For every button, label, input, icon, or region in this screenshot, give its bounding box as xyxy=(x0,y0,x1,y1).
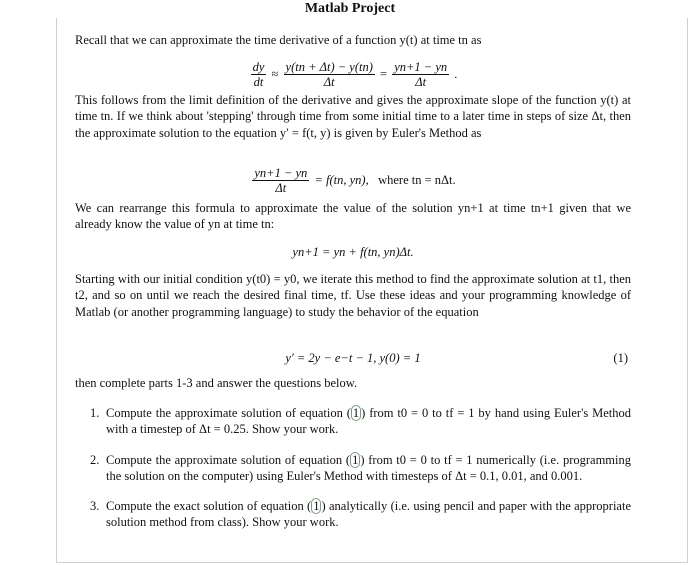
item-text: analytically (i.e. using pencil and paper with the appropriate solution method from class). Show your work. xyxy=(106,499,632,530)
list-item: 3. Compute the exact solution of equation ( 1 ) analytically (i.e. using pencil and paper with the appropriate solution method from class). Show your work. xyxy=(90,499,632,530)
equation-reference-link[interactable]: 1 xyxy=(352,406,360,420)
list-item: 2. Compute the approximate solution of equation ( 1 ) from t0 = 0 to tf = 1 numerically (i.e. programming the solution on the computer) using Euler's Method with timesteps of Δt = 0.1, 0.01, and 0.001. xyxy=(90,452,632,483)
discrete-difference-fraction xyxy=(392,60,449,90)
euler-method-equation xyxy=(75,166,631,196)
item-number: 1. xyxy=(90,406,100,420)
approx-sign: ≈ xyxy=(271,66,279,81)
period: . xyxy=(454,66,458,81)
euler-where-clause: where tn = nΔt. xyxy=(378,172,456,187)
derivative-equation xyxy=(75,60,631,90)
item-text: Compute the exact solution of equation xyxy=(106,499,304,513)
dy-dt-fraction xyxy=(251,60,267,90)
forward-difference-fraction xyxy=(284,60,375,90)
fraction-numerator: yn+1 − yn xyxy=(394,60,448,74)
initial-condition-paragraph: Starting with our initial condition y(t0) = y0, we iterate this method to find the approximate solution at t1, then t2, and so on until we reach the desired final time, tf. Use these ideas and your programming knowledge of Matlab (or another programming language) to study the behavior of the equation xyxy=(75,272,631,319)
equation-number: (1) xyxy=(613,351,628,365)
document-title: Matlab Project xyxy=(304,1,396,16)
item-number: 3. xyxy=(90,499,100,513)
fraction-denominator: Δt xyxy=(275,181,287,196)
fraction-numerator: dy xyxy=(252,60,265,74)
item-text: Compute the approximate solution of equation xyxy=(106,452,343,467)
instructions-paragraph: then complete parts 1-3 and answer the questions below. xyxy=(75,376,358,390)
euler-rhs: = f(tn, yn), xyxy=(314,172,369,187)
fraction-denominator: Δt xyxy=(415,75,427,90)
equation-reference-link[interactable]: 1 xyxy=(352,452,359,467)
euler-fraction xyxy=(252,166,309,196)
rearrange-paragraph: We can rearrange this formula to approximate the value of the solution yn+1 at time tn+1 given that we already know the value of yn at time tn: xyxy=(75,201,631,232)
item-text: Compute the approximate solution of equation xyxy=(106,406,343,420)
fraction-numerator: yn+1 − yn xyxy=(254,166,308,180)
task-list xyxy=(90,405,631,545)
update-equation xyxy=(75,244,631,260)
intro-paragraph: Recall that we can approximate the time derivative of a function y(t) at time tn as xyxy=(75,33,482,47)
item-number: 2. xyxy=(90,452,100,467)
equation-reference-link[interactable]: 1 xyxy=(313,499,320,513)
update-formula: yn+1 = yn + f(tn, yn)Δt. xyxy=(292,245,414,259)
list-item: 1. Compute the approximate solution of equation ( 1 ) from t0 = 0 to tf = 1 by hand using Euler's Method with a timestep of Δt = 0.25. Show your work. xyxy=(90,406,631,437)
limit-definition-paragraph: This follows from the limit definition of the derivative and gives the approximate slope of the function y(t) at time tn. If we think about 'stepping' through time from some initial time to a later time in steps of size Δt, then the approximate solution to the equation y′ = f(t, y) is given by Euler's Method as xyxy=(75,93,631,140)
fraction-denominator: dt xyxy=(253,75,264,90)
main-ode: y′ = 2y − e−t − 1, y(0) = 1 xyxy=(285,351,421,365)
item-text: from t0 = 0 to tf = 1 numerically (i.e. programming the solution on the computer) using Euler's Method with timesteps of Δt = 0.1, 0.01, and 0.001. xyxy=(106,452,632,483)
equals-sign: = xyxy=(380,66,388,81)
main-equation xyxy=(75,350,631,366)
fraction-numerator: y(tn + Δt) − y(tn) xyxy=(285,60,373,74)
item-text: from t0 = 0 to tf = 1 by hand using Euler's Method with a timestep of Δt = 0.25. Show your work. xyxy=(106,406,631,437)
fraction-denominator: Δt xyxy=(323,75,335,90)
